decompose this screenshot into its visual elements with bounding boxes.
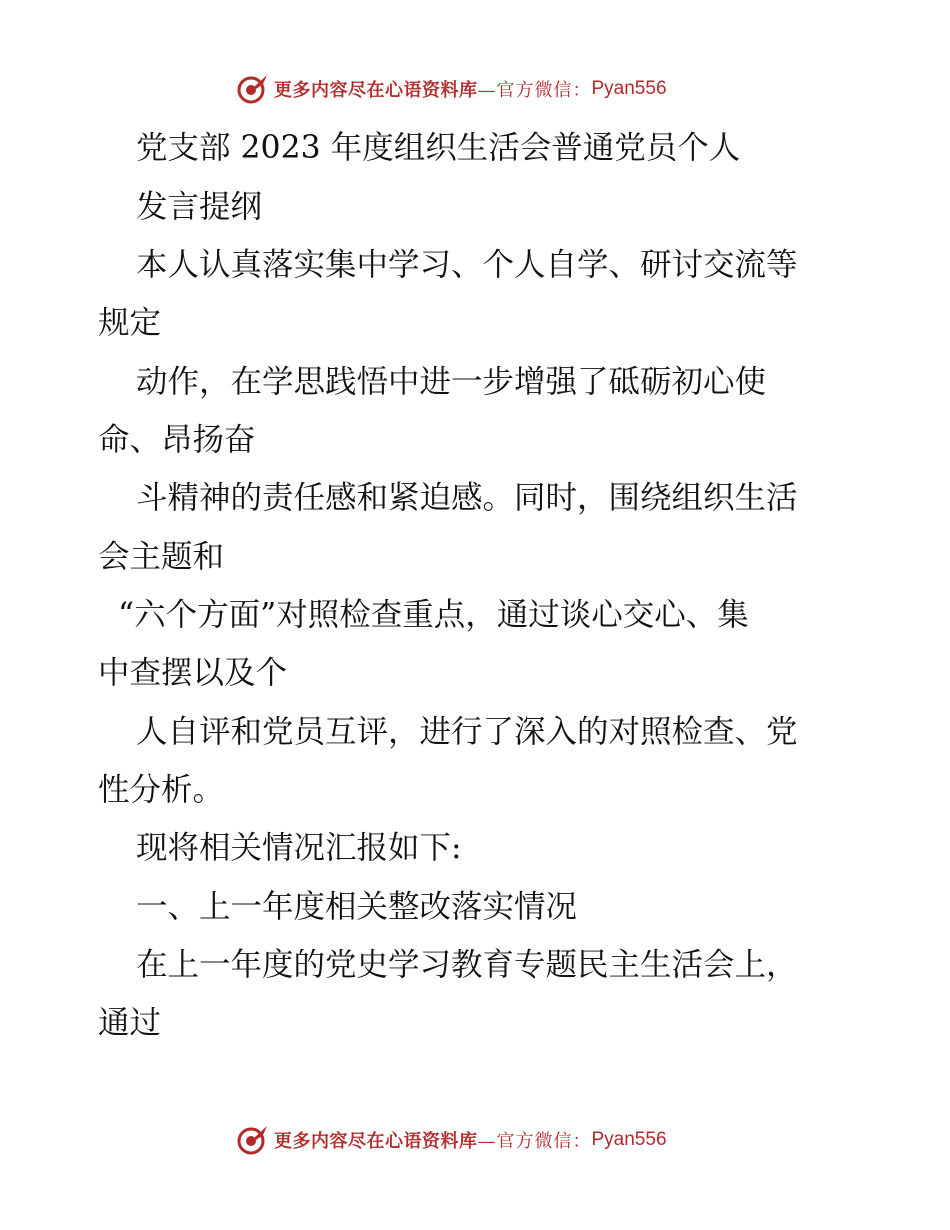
title-line-1: 党支部 2023 年度组织生活会普通党员个人 bbox=[136, 130, 741, 166]
header-official-text: —官方微信： bbox=[477, 80, 592, 101]
quill-logo-icon bbox=[236, 1123, 270, 1157]
header-wechat-handle: Pyan556 bbox=[591, 78, 667, 99]
paragraph-line: 本人认真落实集中学习、个人自学、研讨交流等 bbox=[136, 247, 798, 283]
footer-wechat-handle: Pyan556 bbox=[591, 1129, 667, 1150]
paragraph-line: 中查摆以及个 bbox=[98, 655, 288, 691]
quill-logo-icon bbox=[236, 72, 270, 106]
paragraph-line: 人自评和党员互评，进行了深入的对照检查、党 bbox=[136, 714, 798, 750]
paragraph-line: 性分析。 bbox=[98, 772, 225, 808]
title-line-2: 发言提纲 bbox=[136, 189, 263, 225]
paragraph-line: 在上一年度的党史学习教育专题民主生活会上， bbox=[136, 947, 798, 983]
paragraph-line: 动作，在学思践悟中进一步增强了砥砺初心使 bbox=[136, 364, 767, 400]
paragraph-line: 会主题和 bbox=[98, 539, 225, 575]
footer-brand-text: 更多内容尽在心语资料库 bbox=[274, 1131, 478, 1152]
header-watermark bbox=[236, 72, 667, 106]
paragraph-line: 命、昂扬奋 bbox=[98, 422, 256, 458]
footer-official-text: —官方微信： bbox=[477, 1131, 592, 1152]
paragraph-line: 现将相关情况汇报如下: bbox=[136, 830, 462, 866]
paragraph-line: 通过 bbox=[98, 1005, 162, 1041]
paragraph-line: 斗精神的责任感和紧迫感。同时，围绕组织生活 bbox=[136, 480, 798, 516]
footer-watermark bbox=[236, 1123, 667, 1157]
header-brand-text: 更多内容尽在心语资料库 bbox=[274, 80, 478, 101]
paragraph-line: 规定 bbox=[98, 305, 162, 341]
section-heading: 一、上一年度相关整改落实情况 bbox=[136, 889, 578, 925]
paragraph-line: “六个方面”对照检查重点，通过谈心交心、集 bbox=[118, 597, 749, 633]
